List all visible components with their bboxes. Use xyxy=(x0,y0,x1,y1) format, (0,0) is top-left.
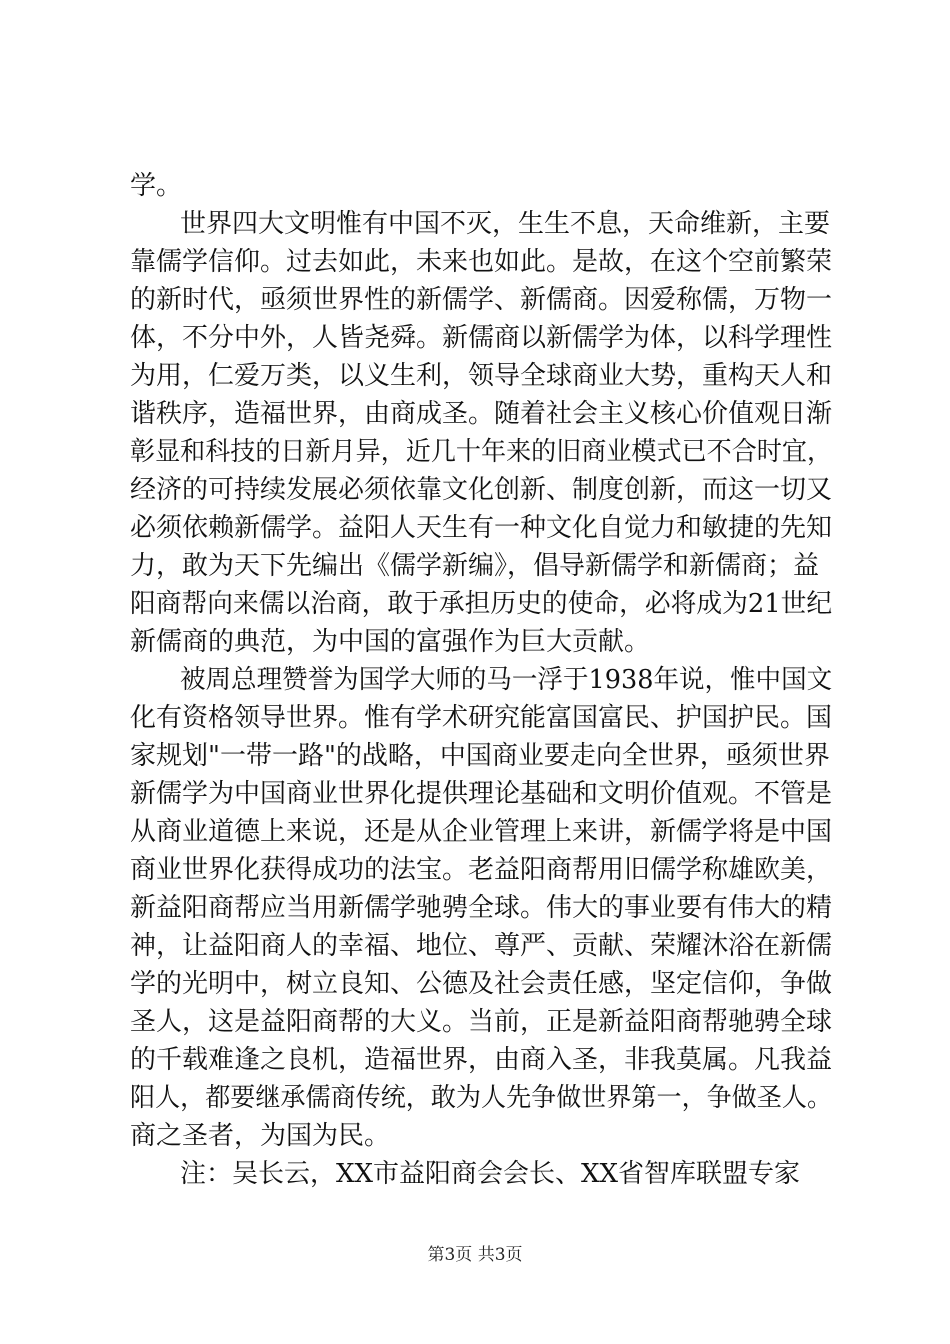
paragraph-start-line: 被周总理赞誉为国学大师的马一浮于1938年说，惟中国文 xyxy=(180,665,833,695)
text-line: 从商业道德上来说，还是从企业管理上来讲，新儒学将是中国 xyxy=(130,817,833,847)
text-line: 靠儒学信仰。过去如此，未来也如此。是故，在这个空前繁荣 xyxy=(130,247,833,277)
text-line: 家规划"一带一路"的战略，中国商业要走向全世界，亟须世界 xyxy=(130,741,830,771)
text-line: 商之圣者，为国为民。 xyxy=(130,1121,391,1151)
text-line: 神，让益阳商人的幸福、地位、尊严、贡献、荣耀沐浴在新儒 xyxy=(130,931,833,961)
page-footer xyxy=(0,1243,950,1267)
text-line: 力，敢为天下先编出《儒学新编》，倡导新儒学和新儒商；益 xyxy=(130,551,820,581)
text-line: 阳人，都要继承儒商传统，敢为人先争做世界第一，争做圣人。 xyxy=(130,1083,833,1113)
text-line: 学的光明中，树立良知、公德及社会责任感，坚定信仰，争做 xyxy=(130,969,833,999)
author-note: 注：吴长云，XX市益阳商会会长、XX省智库联盟专家 xyxy=(180,1159,801,1189)
page-number: 第3页 共3页 xyxy=(427,1245,523,1265)
text-line: 学。 xyxy=(130,171,183,201)
text-line: 新儒学为中国商业世界化提供理论基础和文明价值观。不管是 xyxy=(130,779,833,809)
text-line: 必须依赖新儒学。益阳人天生有一种文化自觉力和敏捷的先知 xyxy=(130,513,833,543)
text-line: 为用，仁爱万类，以义生利，领导全球商业大势，重构天人和 xyxy=(130,361,833,391)
text-line: 阳商帮向来儒以治商，敢于承担历史的使命，必将成为21世纪 xyxy=(130,589,833,619)
text-line: 经济的可持续发展必须依靠文化创新、制度创新，而这一切又 xyxy=(130,475,833,505)
text-line: 的千载难逢之良机，造福世界，由商入圣，非我莫属。凡我益 xyxy=(130,1045,833,1075)
text-line: 圣人，这是益阳商帮的大义。当前，正是新益阳商帮驰骋全球 xyxy=(130,1007,833,1037)
text-line: 新益阳商帮应当用新儒学驰骋全球。伟大的事业要有伟大的精 xyxy=(130,893,833,923)
text-line: 谐秩序，造福世界，由商成圣。随着社会主义核心价值观日渐 xyxy=(130,399,833,429)
text-line: 商业世界化获得成功的法宝。老益阳商帮用旧儒学称雄欧美， xyxy=(130,855,833,885)
text-line: 的新时代，亟须世界性的新儒学、新儒商。因爱称儒，万物一 xyxy=(130,285,833,315)
paragraph-start-line: 世界四大文明惟有中国不灭，生生不息，天命维新，主要 xyxy=(180,209,831,239)
text-line: 化有资格领导世界。惟有学术研究能富国富民、护国护民。国 xyxy=(130,703,833,733)
text-line: 体，不分中外，人皆尧舜。新儒商以新儒学为体，以科学理性 xyxy=(130,323,833,353)
text-line: 彰显和科技的日新月异，近几十年来的旧商业模式已不合时宜， xyxy=(130,437,833,467)
text-line: 新儒商的典范，为中国的富强作为巨大贡献。 xyxy=(130,627,651,657)
